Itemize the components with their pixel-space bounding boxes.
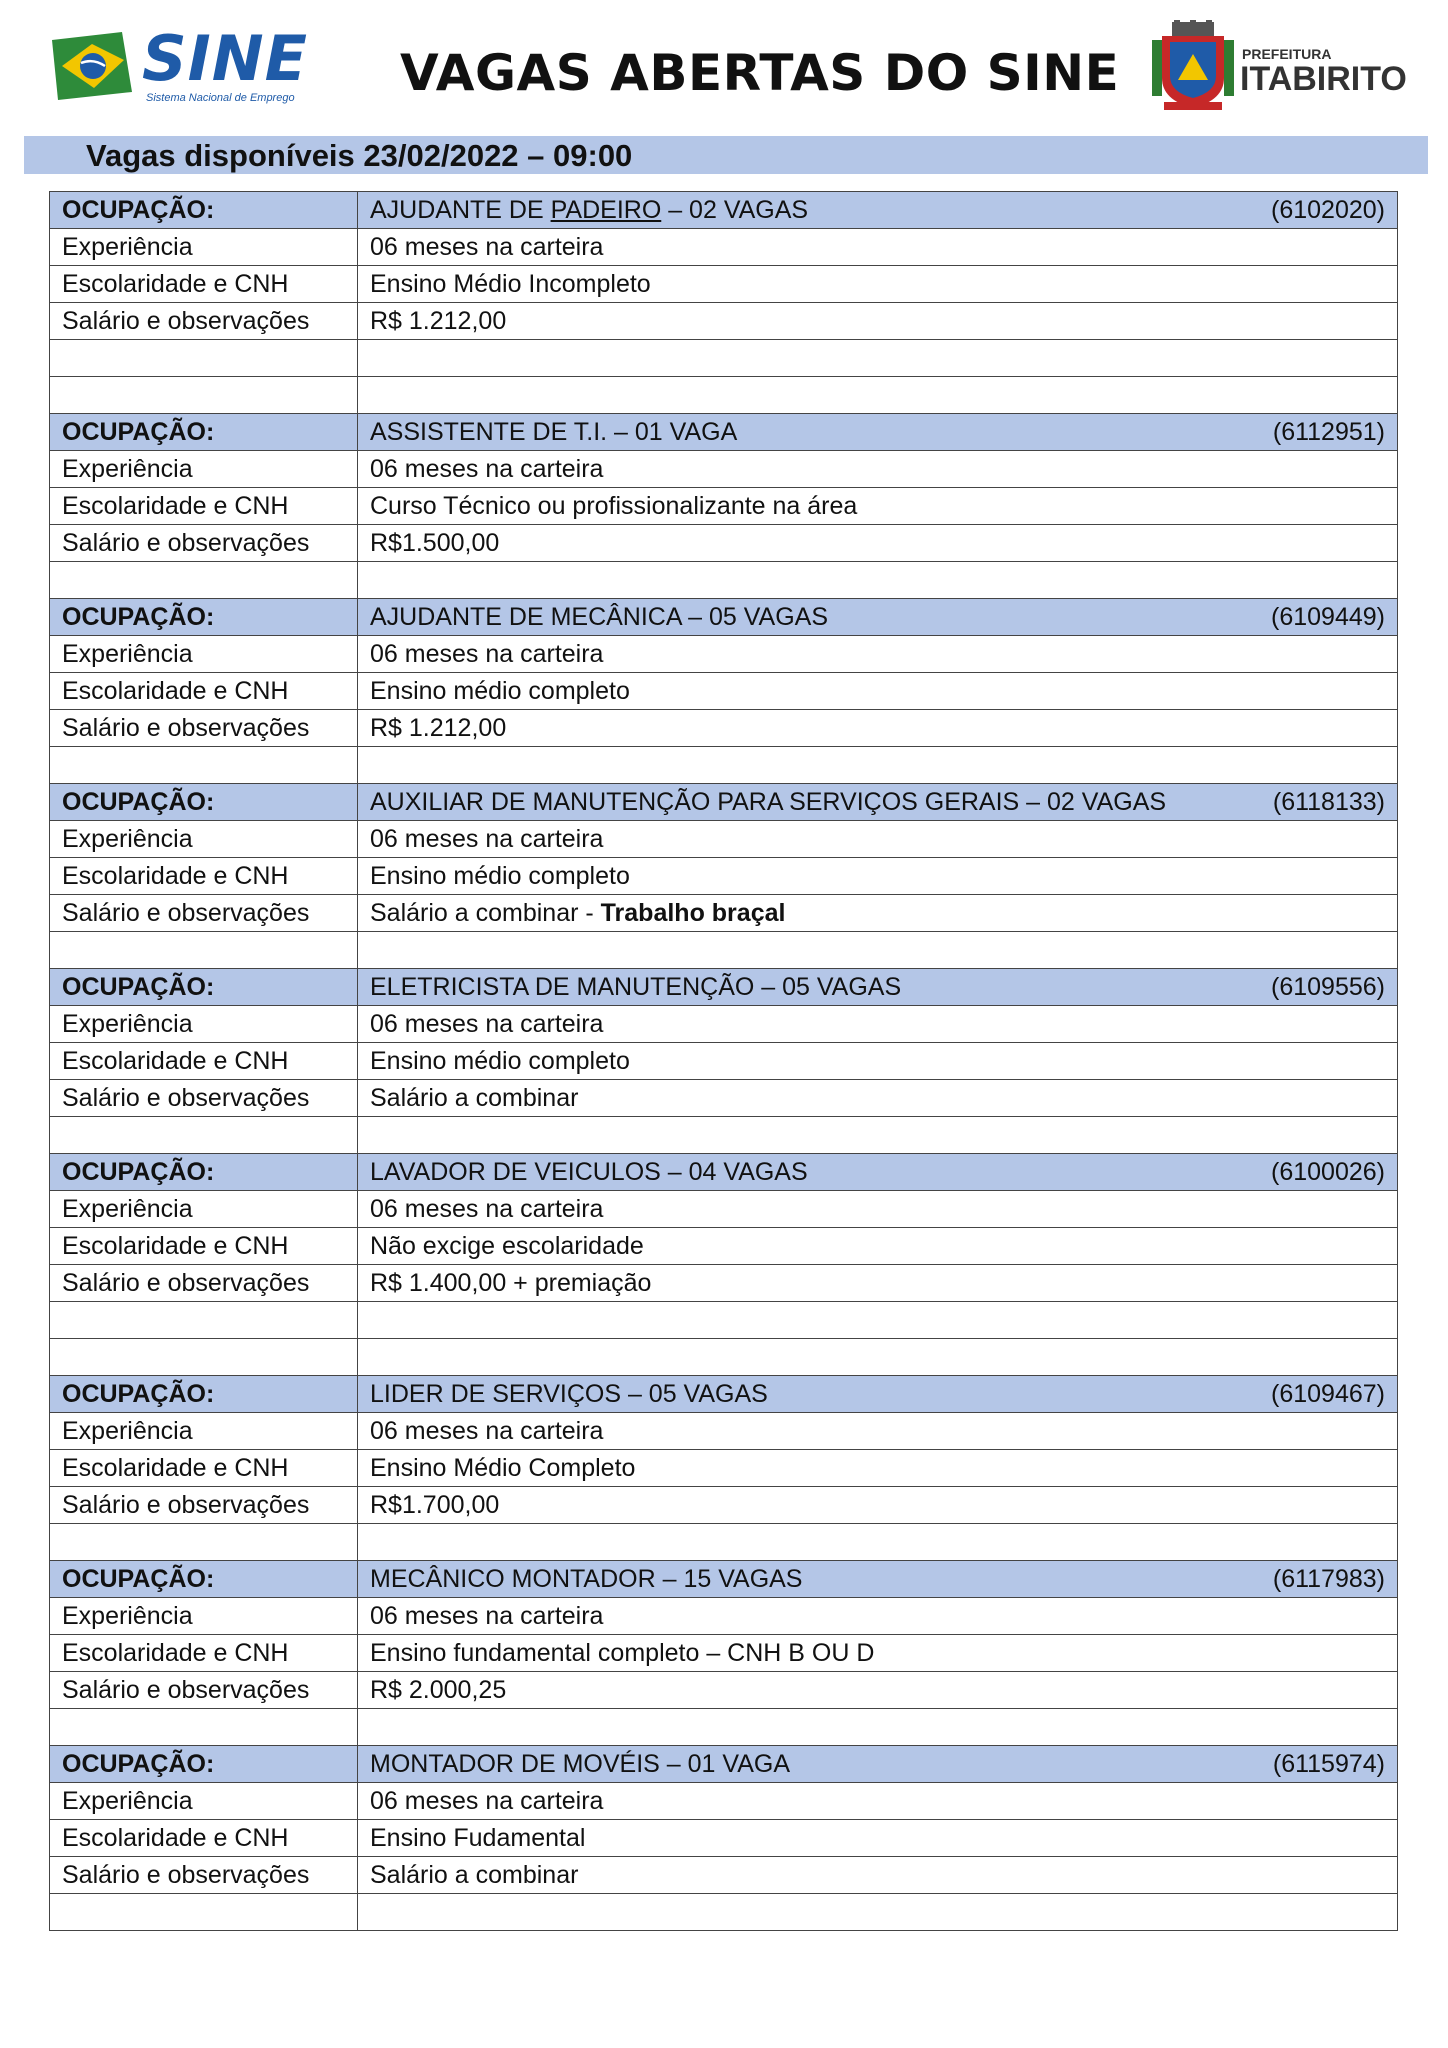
experience-label: Experiência — [50, 1598, 358, 1635]
job-title-part: AJUDANTE DE — [370, 195, 551, 224]
job-salary-row — [50, 1265, 1398, 1302]
education-value: Ensino médio completo — [358, 1043, 1398, 1080]
spacer-row — [50, 1339, 1398, 1376]
job-occupation-row — [50, 1154, 1398, 1191]
date-banner — [24, 136, 1428, 174]
education-value: Curso Técnico ou profissionalizante na área — [358, 488, 1398, 525]
job-occupation-row — [50, 1376, 1398, 1413]
occupation-cell — [358, 599, 1398, 636]
salary-label: Salário e observações — [50, 525, 358, 562]
occupation-cell — [358, 192, 1398, 229]
experience-label: Experiência — [50, 821, 358, 858]
spacer-row — [50, 1117, 1398, 1154]
salary-value: R$1.500,00 — [358, 525, 1398, 562]
experience-value: 06 meses na carteira — [358, 1413, 1398, 1450]
education-value: Ensino Fudamental — [358, 1820, 1398, 1857]
occupation-label: OCUPAÇÃO: — [50, 784, 358, 821]
education-label: Escolaridade e CNH — [50, 858, 358, 895]
job-education-row — [50, 1228, 1398, 1265]
occupation-label: OCUPAÇÃO: — [50, 414, 358, 451]
job-occupation-row — [50, 969, 1398, 1006]
salary-value: Salário a combinar — [358, 1080, 1398, 1117]
job-title: LAVADOR DE VEICULOS – 04 VAGAS — [370, 1157, 808, 1186]
experience-label: Experiência — [50, 1006, 358, 1043]
job-code: (6112951) — [1272, 417, 1385, 446]
salary-label: Salário e observações — [50, 1487, 358, 1524]
education-label: Escolaridade e CNH — [50, 1228, 358, 1265]
job-title-underlined: PADEIRO — [550, 195, 662, 224]
salary-value: Salário a combinar — [358, 1857, 1398, 1894]
occupation-cell — [358, 1376, 1398, 1413]
job-occupation-row — [50, 599, 1398, 636]
education-label: Escolaridade e CNH — [50, 673, 358, 710]
job-salary-row — [50, 1080, 1398, 1117]
spacer-row — [50, 340, 1398, 377]
salary-value: R$1.700,00 — [358, 1487, 1398, 1524]
experience-label: Experiência — [50, 1783, 358, 1820]
occupation-cell — [358, 1154, 1398, 1191]
salary-value: R$ 1.212,00 — [358, 303, 1398, 340]
job-salary-row — [50, 525, 1398, 562]
page-header — [0, 0, 1448, 130]
salary-value: R$ 2.000,25 — [358, 1672, 1398, 1709]
education-label: Escolaridade e CNH — [50, 266, 358, 303]
job-title — [370, 195, 809, 224]
experience-label: Experiência — [50, 451, 358, 488]
job-title: MECÂNICO MONTADOR – 15 VAGAS — [370, 1564, 803, 1593]
sine-logo — [52, 22, 308, 110]
salary-label: Salário e observações — [50, 1265, 358, 1302]
job-listings-table — [49, 191, 1398, 1931]
job-experience-row — [50, 1413, 1398, 1450]
experience-label: Experiência — [50, 229, 358, 266]
job-salary-row — [50, 710, 1398, 747]
spacer-row — [50, 1894, 1398, 1931]
salary-value: R$ 1.212,00 — [358, 710, 1398, 747]
job-title: AUXILIAR DE MANUTENÇÃO PARA SERVIÇOS GERAIS – 02 VAGAS — [370, 787, 1167, 816]
salary-label: Salário e observações — [50, 1672, 358, 1709]
salary-text: Salário a combinar - — [370, 898, 601, 927]
job-experience-row — [50, 229, 1398, 266]
education-value: Ensino Médio Incompleto — [358, 266, 1398, 303]
job-occupation-row — [50, 1746, 1398, 1783]
job-title: AJUDANTE DE MECÂNICA – 05 VAGAS — [370, 602, 828, 631]
job-experience-row — [50, 636, 1398, 673]
salary-value: R$ 1.400,00 + premiação — [358, 1265, 1398, 1302]
job-occupation-row — [50, 192, 1398, 229]
spacer-row — [50, 1524, 1398, 1561]
prefeitura-city: ITABIRITO — [1240, 60, 1407, 98]
spacer-row — [50, 562, 1398, 599]
job-code: (6115974) — [1272, 1749, 1385, 1778]
job-code: (6102020) — [1271, 195, 1385, 224]
job-title-part: – 02 VAGAS — [661, 195, 809, 224]
brazil-flag-icon — [52, 30, 138, 102]
education-value: Ensino médio completo — [358, 858, 1398, 895]
occupation-label: OCUPAÇÃO: — [50, 599, 358, 636]
education-value: Ensino médio completo — [358, 673, 1398, 710]
experience-value: 06 meses na carteira — [358, 229, 1398, 266]
occupation-label: OCUPAÇÃO: — [50, 969, 358, 1006]
salary-label: Salário e observações — [50, 1857, 358, 1894]
job-education-row — [50, 488, 1398, 525]
occupation-label: OCUPAÇÃO: — [50, 1154, 358, 1191]
spacer-row — [50, 1709, 1398, 1746]
prefeitura-logo — [1150, 20, 1407, 112]
job-experience-row — [50, 1191, 1398, 1228]
experience-value: 06 meses na carteira — [358, 1006, 1398, 1043]
salary-note-bold: Trabalho braçal — [600, 898, 786, 927]
experience-label: Experiência — [50, 636, 358, 673]
experience-value: 06 meses na carteira — [358, 1191, 1398, 1228]
education-value: Ensino Médio Completo — [358, 1450, 1398, 1487]
salary-label: Salário e observações — [50, 710, 358, 747]
job-title: ELETRICISTA DE MANUTENÇÃO – 05 VAGAS — [370, 972, 902, 1001]
salary-label: Salário e observações — [50, 1080, 358, 1117]
job-title: LIDER DE SERVIÇOS – 05 VAGAS — [370, 1379, 768, 1408]
occupation-label: OCUPAÇÃO: — [50, 192, 358, 229]
salary-label: Salário e observações — [50, 895, 358, 932]
spacer-row — [50, 377, 1398, 414]
education-label: Escolaridade e CNH — [50, 1635, 358, 1672]
job-salary-row — [50, 1672, 1398, 1709]
experience-value: 06 meses na carteira — [358, 821, 1398, 858]
occupation-cell — [358, 1746, 1398, 1783]
job-education-row — [50, 1043, 1398, 1080]
job-title: MONTADOR DE MOVÉIS – 01 VAGA — [370, 1749, 790, 1778]
education-label: Escolaridade e CNH — [50, 488, 358, 525]
job-occupation-row — [50, 784, 1398, 821]
job-occupation-row — [50, 1561, 1398, 1598]
job-code: (6109467) — [1271, 1379, 1385, 1408]
experience-value: 06 meses na carteira — [358, 451, 1398, 488]
job-occupation-row — [50, 414, 1398, 451]
job-code: (6109449) — [1271, 602, 1385, 631]
job-salary-row — [50, 895, 1398, 932]
job-code: (6109556) — [1271, 972, 1385, 1001]
page-title: VAGAS ABERTAS DO SINE — [400, 44, 1120, 102]
occupation-label: OCUPAÇÃO: — [50, 1746, 358, 1783]
job-education-row — [50, 266, 1398, 303]
experience-value: 06 meses na carteira — [358, 1783, 1398, 1820]
job-salary-row — [50, 303, 1398, 340]
occupation-cell — [358, 1561, 1398, 1598]
spacer-row — [50, 1302, 1398, 1339]
job-education-row — [50, 1450, 1398, 1487]
city-crest-icon — [1150, 20, 1236, 112]
job-salary-row — [50, 1857, 1398, 1894]
occupation-label: OCUPAÇÃO: — [50, 1561, 358, 1598]
education-label: Escolaridade e CNH — [50, 1043, 358, 1080]
job-salary-row — [50, 1487, 1398, 1524]
job-experience-row — [50, 1006, 1398, 1043]
occupation-label: OCUPAÇÃO: — [50, 1376, 358, 1413]
occupation-cell — [358, 784, 1398, 821]
salary-value — [358, 895, 1398, 932]
job-title: ASSISTENTE DE T.I. – 01 VAGA — [370, 417, 738, 446]
spacer-row — [50, 747, 1398, 784]
sine-logo-subtitle: Sistema Nacional de Emprego — [146, 92, 295, 104]
date-banner-text: Vagas disponíveis 23/02/2022 – 09:00 — [86, 138, 633, 173]
sine-logo-word: SINE — [142, 22, 308, 95]
job-experience-row — [50, 451, 1398, 488]
education-label: Escolaridade e CNH — [50, 1450, 358, 1487]
job-education-row — [50, 1635, 1398, 1672]
spacer-row — [50, 932, 1398, 969]
education-value: Ensino fundamental completo – CNH B OU D — [358, 1635, 1398, 1672]
job-education-row — [50, 673, 1398, 710]
experience-value: 06 meses na carteira — [358, 636, 1398, 673]
prefeitura-label: PREFEITURA — [1242, 46, 1332, 62]
education-label: Escolaridade e CNH — [50, 1820, 358, 1857]
job-experience-row — [50, 1783, 1398, 1820]
job-code: (6117983) — [1272, 1564, 1385, 1593]
salary-label: Salário e observações — [50, 303, 358, 340]
occupation-cell — [358, 414, 1398, 451]
experience-label: Experiência — [50, 1191, 358, 1228]
occupation-cell — [358, 969, 1398, 1006]
job-experience-row — [50, 1598, 1398, 1635]
job-education-row — [50, 1820, 1398, 1857]
job-code: (6100026) — [1271, 1157, 1385, 1186]
job-experience-row — [50, 821, 1398, 858]
job-code: (6118133) — [1272, 787, 1385, 816]
experience-label: Experiência — [50, 1413, 358, 1450]
experience-value: 06 meses na carteira — [358, 1598, 1398, 1635]
education-value: Não excige escolaridade — [358, 1228, 1398, 1265]
job-education-row — [50, 858, 1398, 895]
